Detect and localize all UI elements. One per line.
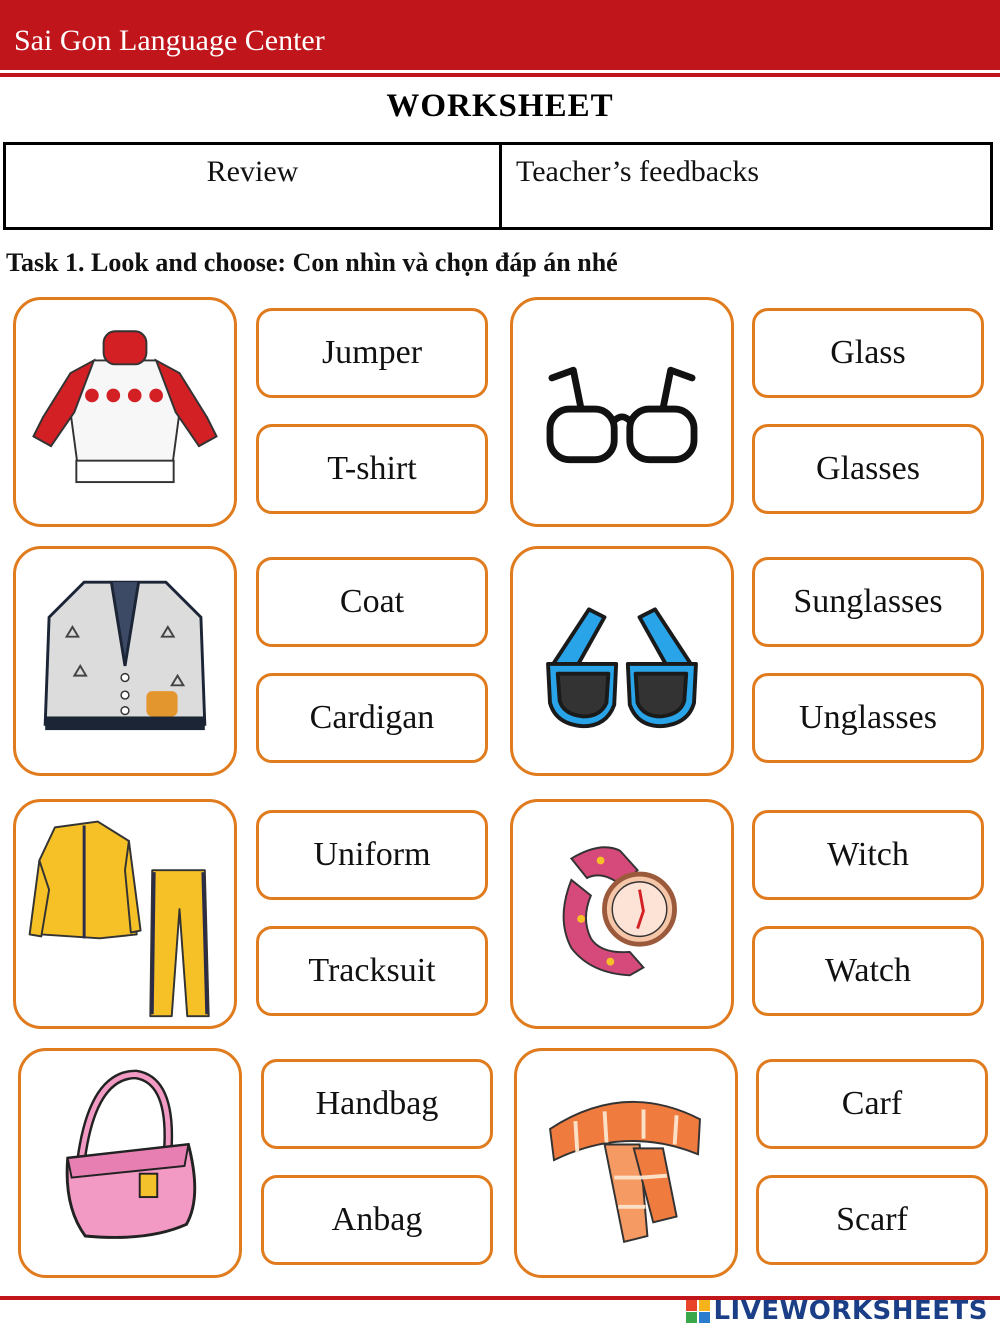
jumper-icon [16, 300, 234, 524]
jumper-picture [13, 297, 237, 527]
scarf-icon [517, 1051, 735, 1275]
task-instruction: Task 1. Look and choose: Con nhìn và chọn đáp án nhé [6, 248, 618, 277]
handbag-icon [21, 1051, 239, 1275]
option-uniform[interactable]: Uniform [256, 810, 488, 900]
option-carf[interactable]: Carf [756, 1059, 988, 1149]
tracksuit-icon [16, 802, 234, 1026]
option-tracksuit[interactable]: Tracksuit [256, 926, 488, 1016]
scarf-picture [514, 1048, 738, 1278]
option-handbag[interactable]: Handbag [261, 1059, 493, 1149]
option-anbag[interactable]: Anbag [261, 1175, 493, 1265]
liveworksheets-logo-icon [685, 1298, 711, 1324]
option-watch[interactable]: Watch [752, 926, 984, 1016]
option-unglasses[interactable]: Unglasses [752, 673, 984, 763]
watch-icon [513, 802, 731, 1026]
option-glasses[interactable]: Glasses [752, 424, 984, 514]
brand-logo [685, 1296, 988, 1326]
brand-name: LIVEWORKSHEETS [713, 1296, 988, 1326]
review-table [3, 142, 993, 230]
option-t-shirt[interactable]: T-shirt [256, 424, 488, 514]
option-glass[interactable]: Glass [752, 308, 984, 398]
tracksuit-picture [13, 799, 237, 1029]
glasses-icon [513, 300, 731, 524]
header-title: Sai Gon Language Center [14, 24, 325, 57]
worksheet-title: WORKSHEET [386, 88, 614, 124]
sunglasses-picture [510, 546, 734, 776]
sunglasses-icon [513, 549, 731, 773]
watch-picture [510, 799, 734, 1029]
glasses-picture [510, 297, 734, 527]
review-cell: Review [6, 145, 502, 227]
cardigan-picture [13, 546, 237, 776]
option-scarf[interactable]: Scarf [756, 1175, 988, 1265]
feedback-cell: Teacher’s feedbacks [516, 155, 760, 188]
option-witch[interactable]: Witch [752, 810, 984, 900]
cardigan-icon [16, 549, 234, 773]
option-cardigan[interactable]: Cardigan [256, 673, 488, 763]
handbag-picture [18, 1048, 242, 1278]
header-divider [0, 73, 1000, 77]
option-sunglasses[interactable]: Sunglasses [752, 557, 984, 647]
option-jumper[interactable]: Jumper [256, 308, 488, 398]
option-coat[interactable]: Coat [256, 557, 488, 647]
